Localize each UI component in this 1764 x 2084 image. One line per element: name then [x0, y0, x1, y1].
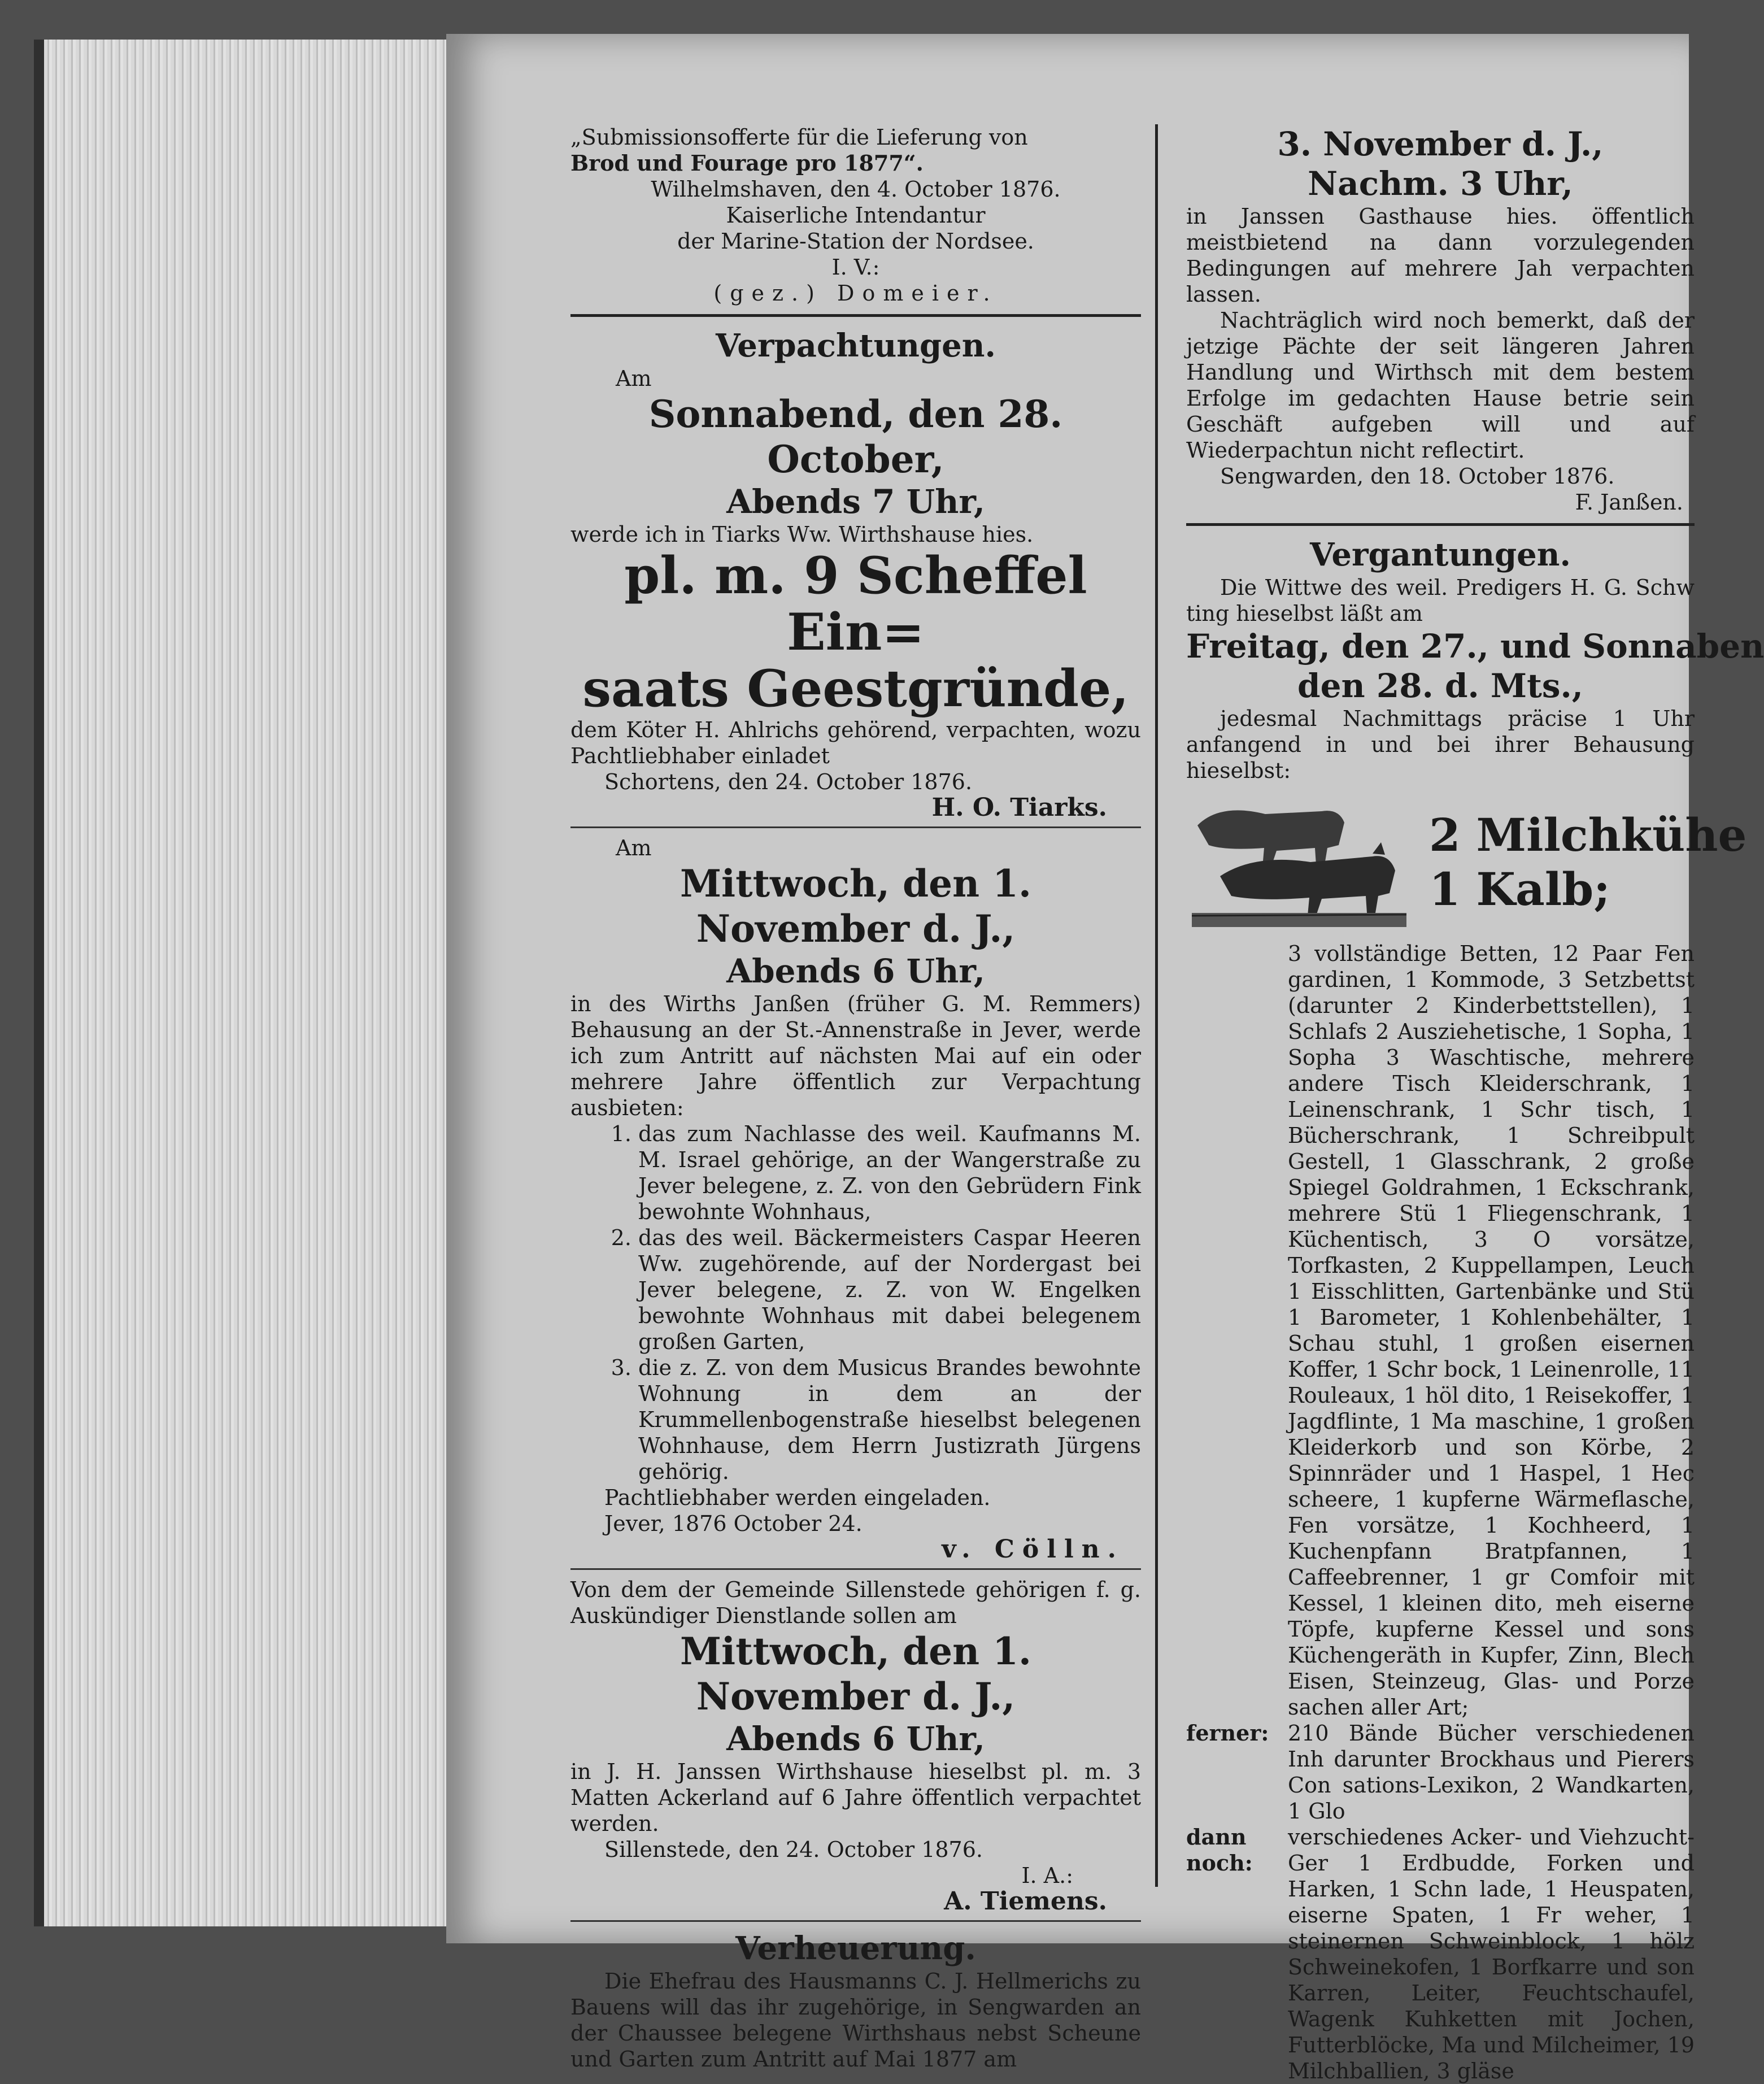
right-column — [1186, 124, 1764, 2084]
place-date: Sillenstede, den 24. October 1876. — [604, 1837, 983, 1862]
list-item: 2. das des weil. Bäckermeisters Caspar Heeren Ww. zugehörende, auf der Nordergast bei Jever belegene, z. Z. von W. Engelken bewohnte Wohnhaus mit dabei belegenem großen Garten, — [638, 1225, 1141, 1355]
body: in J. H. Janssen Wirthshause hieselbst pl. m. 3 Matten Ackerland auf 6 Jahre öffentlich verpachtet werden. — [570, 1759, 1141, 1836]
notice-sillenstede — [570, 1577, 1141, 1915]
notice-coelln — [570, 835, 1141, 1563]
signature: (gez.) Domeier. — [713, 281, 998, 306]
iv: I. V.: — [831, 255, 880, 280]
date-line: Mittwoch, den 1. November d. J., — [680, 862, 1032, 951]
dann-noch-row — [1186, 1824, 1695, 2084]
notice-line: „Submissionsofferte für die Lieferung von — [570, 125, 1028, 150]
ferner-label: ferner: — [1186, 1720, 1269, 1746]
cow-illustration — [1186, 791, 1412, 933]
divider — [570, 314, 1141, 317]
date-line: Mittwoch, den 1. November d. J., — [680, 1629, 1032, 1718]
lease-items — [570, 1121, 1141, 1485]
divider — [1186, 523, 1695, 526]
headline: saats Geestgründe, — [582, 659, 1129, 719]
book-page-edges — [34, 40, 473, 1926]
date-line: 3. November d. J., — [1277, 125, 1604, 163]
notice-auction — [1186, 575, 1764, 2084]
list-item: 1. das zum Nachlasse des weil. Kaufmanns M. M. Israel gehörige, an der Wangerstraße zu Jever belegene, z. Z. von den Gebrüdern Fink bewohnte Wohnhaus, — [638, 1121, 1141, 1225]
notice-intendantur — [570, 124, 1141, 306]
time-line: Nachm. 3 Uhr, — [1308, 164, 1573, 203]
ia: I. A.: — [1021, 1863, 1073, 1888]
intro: Die Wittwe des weil. Predigers H. G. Schw ting hieselbst läßt am — [1186, 575, 1695, 626]
notice-tiarks — [570, 366, 1141, 821]
place-date: Jever, 1876 October 24. — [604, 1511, 863, 1536]
list-item: 3. die z. Z. von dem Musicus Brandes bewohnte Wohnung in dem an der Krummellenbogenstraße hieselbst belegenen Wohnhause, dem Herrn Justizrath Jürgens gehörig. — [638, 1355, 1141, 1485]
dann-noch-label: dann noch: — [1186, 1824, 1253, 1876]
intro: Von dem der Gemeinde Sillenstede gehörigen f. g. Auskündiger Dienstlande sollen am — [570, 1577, 1141, 1628]
time-text: jedesmal Nachmittags präcise 1 Uhr anfangend in und bei ihrer Behausung hieselbst: — [1186, 706, 1695, 783]
signature: v. Cölln. — [942, 1535, 1124, 1564]
signature: F. Janßen. — [1575, 490, 1683, 515]
calf-text: 1 Kalb; — [1429, 863, 1610, 916]
time-line: Abends 6 Uhr, — [726, 1720, 985, 1758]
section-heading: Vergantungen. — [1310, 536, 1571, 573]
closing: Pachtliebhaber werden eingeladen. — [604, 1485, 991, 1510]
body: Nachträglich wird noch bemerkt, daß der jetzige Pächte der seit längeren Jahren Handlung und Wirthsch mit dem bestem Erfolge im gedachten Hause betrie sein Geschäft aufgeben will und auf Wiederpachtun nicht reflectirt. — [1186, 308, 1695, 463]
am: Am — [616, 366, 652, 391]
time-line: Abends 7 Uhr, — [726, 482, 985, 521]
section-heading: Verheuerung. — [735, 1930, 976, 1967]
date-line: Freitag, den 27., und Sonnaben — [1186, 627, 1764, 665]
ferner-row — [1186, 1720, 1695, 1824]
place-date: Wilhelmshaven, den 4. October 1876. — [651, 177, 1061, 202]
left-column — [570, 124, 1141, 2072]
notice-line: Brod und Fourage pro 1877“. — [570, 150, 924, 176]
am: Am — [616, 836, 652, 860]
date-line: den 28. d. Mts., — [1297, 667, 1583, 705]
ferner-text: 210 Bände Bücher verschiedenen Inh darunter Brockhaus und Pierers Con sations-Lexikon, 2 Wandkarten, 1 Glo — [1288, 1721, 1695, 1824]
household-items: 3 vollständige Betten, 12 Paar Fen gardinen, 1 Kommode, 3 Setzbettst (darunter 2 Kinderbettstellen), 1 Schlafs 2 Ausziehetische, 1 Sopha, 1 Sopha 3 Waschtische, mehrere andere Tisch Kleiderschrank, 1 Leinenschrank, 1 Schr tisch, 1 Bücherschrank, 1 Schreibpult Gestell, 1 Glasschrank, 2 große Spiegel Goldrahmen, 1 Eckschrank, mehrere Stü 1 Fliegenschrank, 1 Küchentisch, 3 O vorsätze, Torfkasten, 2 Kuppellampen, Leuch 1 Eisschlitten, Gartenbänke und Stü 1 Barometer, 1 Kohlenbehälter, 1 Schau stuhl, 1 großen eisernen Koffer, 1 Schr bock, 1 Leinenrolle, 11 Rouleaux, 1 höl dito, 1 Reisekoffer, 1 Jagdflinte, 1 Ma maschine, 1 großen Kleiderkorb und son Körbe, 2 Spinnräder und 1 Haspel, 1 Hec scheere, 1 kupferne Wärmeflasche, Fen vorsätze, 1 Kochheerd, 1 Kuchenpfann Bratpfannen, 1 Caffeebrenner, 1 gr Comfoir mit Kessel, 1 kleinen dito, meh eiserne Töpfe, kupferne Kessel und sons Küchengeräth in Kupfer, Zinn, Blech Eisen, Steinzeug, Glas- und Porze sachen aller Art; — [1288, 941, 1695, 1720]
date-line: Sonnabend, den 28. October, — [648, 392, 1063, 481]
place-date: Sengwarden, den 18. October 1876. — [1220, 464, 1615, 489]
notice-janssen — [1186, 124, 1695, 515]
column-divider — [1155, 124, 1158, 1887]
livestock-row — [1186, 791, 1747, 933]
signature: H. O. Tiarks. — [931, 793, 1107, 822]
body: dem Köter H. Ahlrichs gehörend, verpachten, wozu Pachtliebhaber einladet — [570, 717, 1141, 768]
authority: der Marine-Station der Nordsee. — [677, 229, 1034, 254]
divider — [570, 826, 1141, 828]
dann-noch-text: verschiedenes Acker- und Viehzucht-Ger 1 Erdbudde, Forken und Harken, 1 Schn lade, 1 Heuspaten, eiserne Spaten, 1 Fr weher, 1 steinernen Schweinblock, 1 hölz Schweinekofen, 1 Borfkarre und son Karren, Leiter, Feuchtschaufel, Wagenk Kuhketten mit Jochen, Futterblöcke, Ma und Milcheimer, 19 Milchballien, 3 gläse — [1288, 1825, 1695, 2083]
section-heading: Verpachtungen. — [716, 327, 996, 364]
divider — [570, 1920, 1141, 1922]
authority: Kaiserliche Intendantur — [726, 203, 986, 228]
body: in Janssen Gasthause hies. öffentlich meistbietend na dann vorzulegenden Bedingungen auf mehrere Jah verpachten lassen. — [1186, 204, 1695, 307]
intro: werde ich in Tiarks Ww. Wirthshause hies. — [570, 522, 1034, 547]
cows-text: 2 Milchkühe — [1429, 808, 1747, 862]
divider — [570, 1568, 1141, 1570]
time-line: Abends 6 Uhr, — [726, 952, 985, 990]
intro: in des Wirths Janßen (früher G. M. Remmers) Behausung an der St.-Annenstraße in Jever, werde ich zum Antritt auf nächsten Mai auf ein oder mehrere Jahre öffentlich zur Verpachtung ausbieten: — [570, 991, 1141, 1120]
place-date: Schortens, den 24. October 1876. — [604, 769, 973, 794]
notice-hellmerichs: Die Ehefrau des Hausmanns C. J. Hellmerichs zu Bauens will das ihr zugehörige, in Sengwarden an der Chaussee belegene Wirthshaus nebst Scheune und Garten zum Antritt auf Mai 1877 am — [570, 1969, 1141, 2072]
headline: pl. m. 9 Scheffel Ein= — [624, 546, 1087, 662]
signature: A. Tiemens. — [944, 1887, 1107, 1916]
